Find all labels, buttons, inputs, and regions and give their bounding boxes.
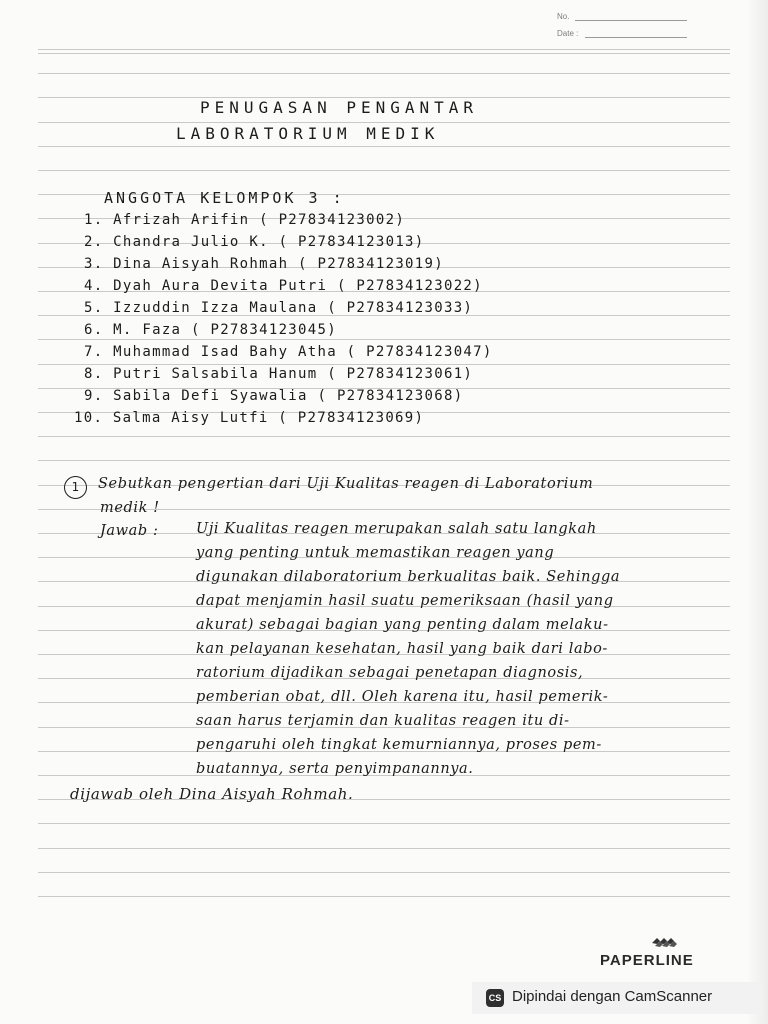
member-item: 4. Dyah Aura Devita Putri ( P27834123022) [84,278,483,294]
answer-line: Uji Kualitas reagen merupakan salah satu langkah [196,521,597,537]
camscanner-banner [472,982,762,1014]
ruled-line [38,896,730,897]
no-line [575,20,687,21]
ruled-line [38,848,730,849]
answer-line: dapat menjamin hasil suatu pemeriksaan (hasil yang [196,593,614,609]
ruled-line [38,436,730,437]
answer-line: saan harus terjamin dan kualitas reagen itu di- [196,713,570,729]
answer-label: Jawab : [100,523,159,539]
title-line-2: LABORATORIUM MEDIK [176,124,440,143]
member-item: 1. Afrizah Arifin ( P27834123002) [84,212,406,228]
answer-line: pengaruhi oleh tingkat kemurniannya, proses pem- [196,737,602,753]
answer-line: yang penting untuk memastikan reagen yang [196,545,555,561]
member-item: 10. Salma Aisy Lutfi ( P27834123069) [74,410,425,426]
member-item: 2. Chandra Julio K. ( P27834123013) [84,234,425,250]
answer-line: akurat) sebagai bagian yang penting dalam melaku- [196,617,609,633]
title-line-1: PENUGASAN PENGANTAR [200,98,479,117]
camscanner-icon: CS [486,989,504,1007]
ruled-line [38,49,730,50]
camscanner-text: Dipindai dengan CamScanner [512,988,713,1005]
ruled-line [38,122,730,123]
answer-line: digunakan dilaboratorium berkualitas baik. Sehingga [196,569,621,585]
question-line-2: medik ! [100,500,160,516]
answer-line: buatannya, serta penyimpanannya. [196,761,474,777]
question-line-1: Sebutkan pengertian dari Uji Kualitas reagen di Laboratorium [98,476,594,492]
ruled-line [38,146,730,147]
group-heading: ANGGOTA KELOMPOK 3 : [104,189,345,207]
member-item: 3. Dina Aisyah Rohmah ( P27834123019) [84,256,444,272]
ruled-line [38,460,730,461]
member-item: 7. Muhammad Isad Bahy Atha ( P27834123047) [84,344,493,360]
member-item: 6. M. Faza ( P27834123045) [84,322,337,338]
member-item: 5. Izzuddin Izza Maulana ( P27834123033) [84,300,474,316]
ruled-line [38,823,730,824]
member-item: 8. Putri Salsabila Hanum ( P27834123061) [84,366,474,382]
answered-by: dijawab oleh Dina Aisyah Rohmah. [70,785,354,803]
ruled-line [38,73,730,74]
brand-name: PAPERLINE [600,952,694,969]
member-item: 9. Sabila Defi Syawalia ( P27834123068) [84,388,464,404]
ruled-line [38,872,730,873]
answer-line: kan pelayanan kesehatan, hasil yang baik dari labo- [196,641,608,657]
answer-line: pemberian obat, dll. Oleh karena itu, hasil pemerik- [196,689,609,705]
question-number: 1 [64,476,87,499]
date-label: Date : [557,29,579,38]
ruled-line [38,339,730,340]
answer-line: ratorium dijadikan sebagai penetapan diagnosis, [196,665,584,681]
no-label: No. [557,12,570,21]
ruled-line [38,170,730,171]
date-line [585,37,687,38]
page-edge-shadow [746,0,768,1024]
paperline-logo-icon [650,936,680,950]
ruled-line [38,364,730,365]
